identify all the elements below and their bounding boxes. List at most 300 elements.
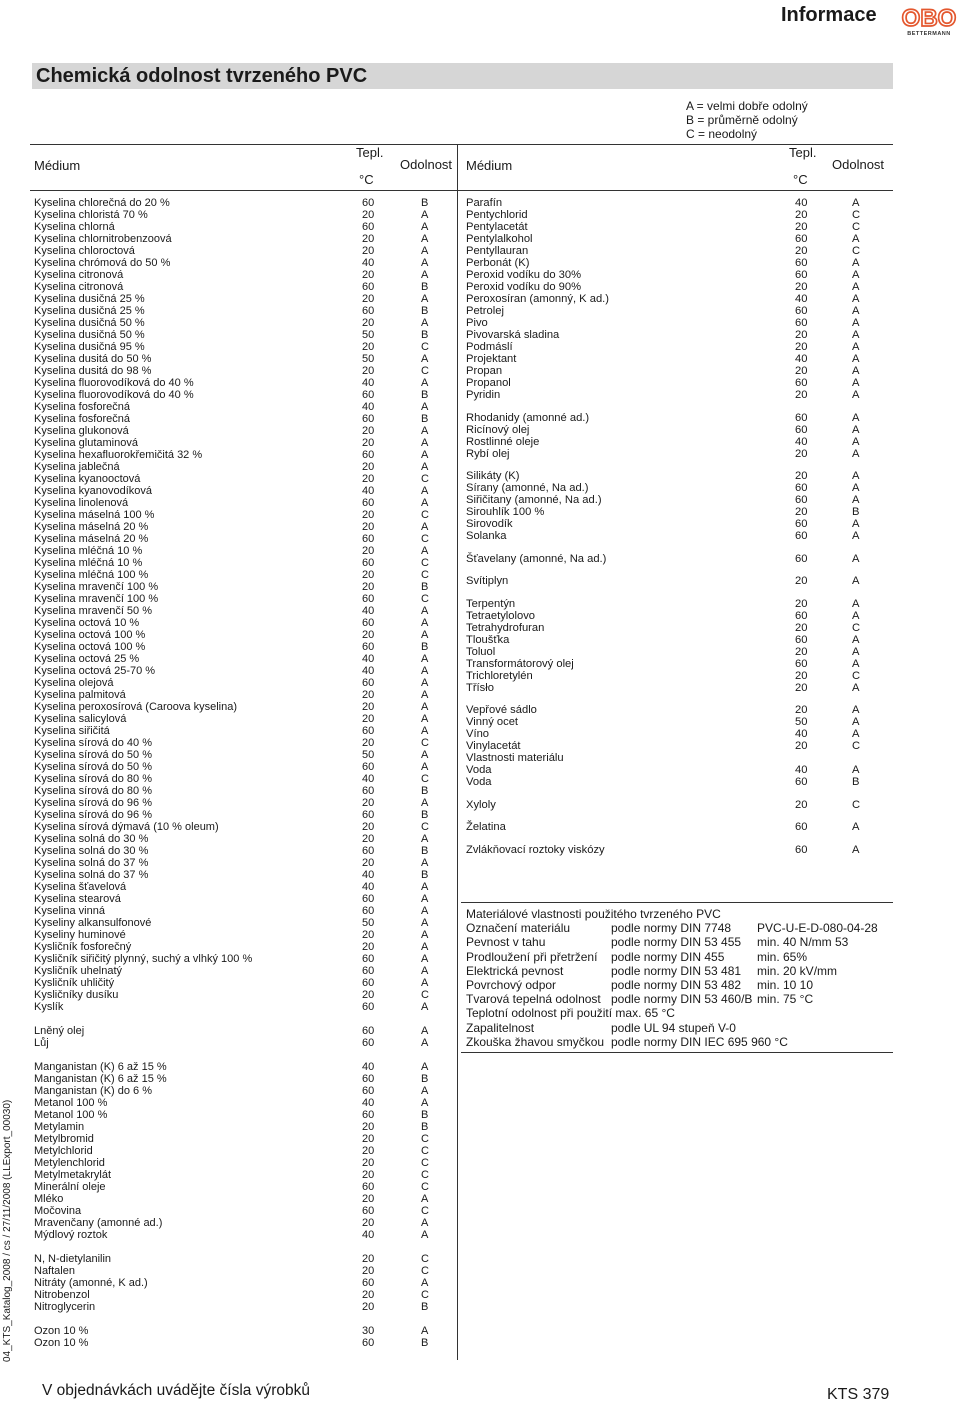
cell-medium: Kyseliny huminové (34, 929, 126, 941)
cell-temp: 20 (795, 329, 808, 341)
cell-temp: 60 (362, 221, 375, 233)
left-resistance-table (34, 197, 454, 1349)
cell-temp: 20 (362, 509, 375, 521)
table-row (34, 221, 454, 233)
cell-rating: A (852, 821, 860, 833)
cell-temp: 20 (362, 1253, 375, 1265)
cell-rating: B (421, 1109, 429, 1121)
cell-rating: C (852, 245, 861, 257)
cell-rating: A (852, 197, 860, 209)
cell-rating: A (852, 353, 860, 365)
cell-temp: 50 (362, 917, 375, 929)
cell-temp: 20 (362, 521, 375, 533)
table-row (466, 257, 891, 269)
cell-medium: Kyselina solná do 37 % (34, 869, 149, 881)
table-row (34, 209, 454, 221)
table-group (466, 412, 891, 460)
column-divider (457, 144, 458, 1360)
cell-temp: 60 (362, 761, 375, 773)
cell-temp: 20 (795, 221, 808, 233)
cell-rating: C (421, 1181, 429, 1193)
cell-rating: A (852, 597, 860, 610)
cell-temp: 20 (795, 704, 808, 716)
cell-temp: 40 (795, 764, 808, 776)
table-row (466, 245, 891, 257)
table-row (34, 281, 454, 293)
cell-rating: A (852, 341, 860, 353)
table-row (466, 412, 891, 424)
header-top-rule (30, 144, 893, 145)
cell-rating: A (852, 329, 860, 341)
table-row (466, 506, 891, 518)
cell-medium: Minerální oleje (34, 1181, 106, 1193)
table-group (34, 1325, 454, 1349)
cell-rating: B (421, 1121, 429, 1133)
cell-medium: Perbonát (K) (466, 257, 530, 269)
table-row (466, 821, 891, 833)
table-row (34, 1277, 454, 1289)
property-standard: podle normy DIN IEC 695 960 °C (611, 1034, 788, 1049)
cell-temp: 60 (362, 809, 375, 821)
cell-temp: 20 (362, 245, 375, 257)
cell-medium: Svítiplyn (466, 575, 509, 587)
material-property-row (461, 935, 893, 949)
cell-rating: A (421, 833, 429, 845)
cell-medium: Metanol 100 % (34, 1097, 108, 1109)
cell-temp: 20 (795, 447, 808, 460)
table-row (34, 1169, 454, 1181)
table-row (466, 553, 891, 565)
cell-temp: 60 (362, 1277, 375, 1289)
cell-rating: C (852, 798, 861, 811)
table-row (466, 221, 891, 233)
table-row (34, 1265, 454, 1277)
cell-medium: Kyselina mléčná 10 % (34, 545, 143, 557)
cell-medium: Kysličník uhličitý (34, 977, 115, 989)
cell-rating: C (421, 593, 429, 605)
table-row (34, 1205, 454, 1217)
cell-rating: A (852, 389, 860, 401)
cell-medium: Peroxosíran (amonný, K ad.) (466, 293, 610, 305)
cell-medium: Kyselina chloristá 70 % (34, 209, 148, 221)
cell-medium: Kysličník siřičitý plynný, suchý a vlhký 100 % (34, 953, 253, 965)
cell-medium: Metylenchlorid (34, 1157, 105, 1169)
table-row (34, 965, 454, 977)
cell-temp: 50 (362, 329, 375, 341)
material-property-row (461, 1006, 893, 1020)
table-row (466, 658, 891, 670)
left-header-temp-unit: °C (359, 172, 374, 187)
property-value: PVC-U-E-D-080-04-28 (757, 921, 878, 936)
cell-rating: C (421, 773, 429, 785)
cell-temp: 40 (362, 1097, 375, 1109)
cell-medium: Pyridin (466, 389, 501, 401)
cell-temp: 20 (362, 857, 375, 869)
cell-medium: Sírany (amonné, Na ad.) (466, 482, 589, 494)
table-group (466, 575, 891, 587)
cell-rating: C (852, 740, 861, 752)
cell-temp: 20 (362, 233, 375, 245)
table-row (466, 448, 891, 460)
table-row (466, 610, 891, 622)
cell-rating: C (852, 209, 861, 221)
table-group (34, 197, 454, 1013)
cell-medium: Kyselina fluorovodíková do 40 % (34, 377, 194, 389)
table-row (34, 533, 454, 545)
obo-logo (900, 5, 958, 37)
cell-temp: 60 (362, 953, 375, 965)
cell-temp: 20 (795, 575, 808, 587)
cell-medium: Sirouhlík 100 % (466, 506, 545, 518)
property-standard: podle normy DIN 53 455 (611, 935, 742, 950)
cell-temp: 60 (362, 977, 375, 989)
property-standard: podle normy DIN 53 481 (611, 963, 742, 978)
cell-rating: A (421, 857, 429, 869)
cell-temp: 40 (795, 435, 808, 448)
cell-medium: Mravenčany (amonné ad.) (34, 1217, 163, 1229)
cell-medium: Kyselina sírová do 50 % (34, 761, 153, 773)
cell-rating: A (421, 461, 429, 473)
table-row (34, 617, 454, 629)
cell-rating: B (852, 776, 860, 788)
cell-medium: Kysličníky dusíku (34, 989, 119, 1001)
table-group (34, 1253, 454, 1313)
table-row (34, 977, 454, 989)
cell-rating: B (421, 305, 429, 317)
cell-temp: 20 (795, 740, 808, 752)
cell-rating: A (852, 575, 860, 587)
cell-medium: Metylbromid (34, 1133, 94, 1145)
cell-medium: Sirovodík (466, 518, 513, 530)
property-value: min. 20 kV/mm (757, 963, 838, 978)
cell-rating: A (421, 233, 429, 245)
cell-temp: 20 (362, 341, 375, 353)
cell-rating: A (852, 305, 860, 317)
table-row (466, 482, 891, 494)
cell-medium: Kyselina citronová (34, 269, 124, 281)
right-header-temp: Tepl. (789, 145, 817, 160)
table-row (466, 530, 891, 542)
property-name: Pevnost v tahu (466, 935, 546, 950)
cell-temp: 60 (795, 257, 808, 269)
cell-temp: 60 (362, 1037, 375, 1049)
table-row (34, 665, 454, 677)
cell-medium: Kyselina dusičná 50 % (34, 329, 145, 341)
left-header-resistance: Odolnost (400, 157, 453, 172)
material-properties-list (461, 921, 893, 1049)
cell-rating: C (421, 1265, 429, 1277)
table-row (34, 269, 454, 281)
cell-rating: C (421, 1145, 429, 1157)
cell-temp: 60 (362, 1337, 375, 1349)
left-header-medium: Médium (34, 158, 81, 173)
cell-rating: A (852, 552, 860, 565)
cell-temp: 20 (362, 629, 375, 641)
cell-rating: B (421, 641, 429, 653)
cell-temp: 20 (795, 341, 808, 353)
cell-rating: A (421, 209, 429, 221)
cell-medium: Peroxid vodíku do 90% (466, 281, 582, 293)
table-row (34, 1337, 454, 1349)
material-properties-title: Materiálové vlastnosti použitého tvrzeného PVC (466, 907, 721, 921)
cell-temp: 50 (362, 353, 375, 365)
table-row (34, 233, 454, 245)
table-row (34, 1301, 454, 1313)
cell-rating: C (421, 1157, 429, 1169)
cell-rating: B (421, 809, 429, 821)
cell-medium: Kyselina hexafluorokřemičitá 32 % (34, 449, 203, 461)
material-property-row (461, 964, 893, 978)
table-row (34, 1133, 454, 1145)
cell-rating: A (421, 893, 429, 905)
cell-temp: 60 (362, 1109, 375, 1121)
cell-medium: Rostlinné oleje (466, 435, 540, 448)
table-row (34, 389, 454, 401)
cell-temp: 30 (362, 1325, 375, 1337)
cell-medium: Kyselina dusitá do 98 % (34, 365, 152, 377)
cell-rating: A (421, 653, 429, 665)
cell-temp: 60 (795, 657, 808, 670)
cell-medium: Kyselina mravenčí 50 % (34, 605, 152, 617)
cell-temp: 60 (362, 533, 375, 545)
table-row (466, 353, 891, 365)
table-row (466, 197, 891, 209)
table-row (34, 365, 454, 377)
cell-rating: B (421, 281, 429, 293)
cell-rating: B (421, 197, 429, 209)
cell-temp: 60 (362, 1025, 375, 1037)
cell-temp: 20 (795, 209, 808, 221)
cell-rating: A (421, 425, 429, 437)
cell-temp: 60 (362, 1181, 375, 1193)
table-row (34, 845, 454, 857)
cell-rating: A (852, 447, 860, 460)
table-row (466, 575, 891, 587)
cell-temp: 20 (362, 461, 375, 473)
cell-medium: Třísło (466, 681, 494, 694)
table-row (34, 737, 454, 749)
cell-temp: 20 (362, 209, 375, 221)
cell-temp: 20 (362, 437, 375, 449)
cell-rating: B (421, 581, 429, 593)
cell-rating: A (421, 725, 429, 737)
cell-medium: Tetrahydrofuran (466, 621, 545, 634)
cell-medium: Kyselina stearová (34, 893, 121, 905)
cell-temp: 40 (795, 293, 808, 305)
cell-rating: B (421, 785, 429, 797)
table-row (34, 1001, 454, 1013)
cell-rating: C (421, 1133, 429, 1145)
table-row (34, 785, 454, 797)
cell-rating: A (852, 377, 860, 389)
cell-temp: 20 (362, 1157, 375, 1169)
cell-medium: Kyselina dusitá do 50 % (34, 353, 152, 365)
cell-medium: Trichloretylén (466, 669, 533, 682)
table-group (466, 799, 891, 811)
cell-temp: 20 (795, 365, 808, 377)
table-row (34, 725, 454, 737)
logo-subtext: BETTERMANN (907, 31, 951, 37)
cell-temp: 40 (362, 377, 375, 389)
cell-rating: A (421, 965, 429, 977)
cell-temp: 20 (362, 1121, 375, 1133)
table-row (34, 1157, 454, 1169)
cell-temp: 40 (362, 257, 375, 269)
cell-medium: Manganistan (K) do 6 % (34, 1085, 153, 1097)
cell-rating: A (421, 437, 429, 449)
cell-temp: 20 (795, 669, 808, 682)
cell-temp: 60 (795, 633, 808, 646)
cell-temp: 60 (362, 497, 375, 509)
right-header-resistance: Odolnost (832, 157, 885, 172)
table-row (466, 764, 891, 776)
cell-rating: A (421, 713, 429, 725)
cell-medium: Kyselina octová 100 % (34, 641, 146, 653)
cell-rating: A (421, 605, 429, 617)
table-row (466, 752, 891, 764)
table-group (34, 1025, 454, 1049)
cell-temp: 60 (362, 785, 375, 797)
cell-rating: A (852, 609, 860, 622)
cell-medium: Kyselina linolenová (34, 497, 129, 509)
cell-rating: A (421, 1229, 429, 1241)
cell-medium: Mýdlový roztok (34, 1229, 108, 1241)
cell-rating: C (421, 1253, 429, 1265)
cell-temp: 60 (362, 389, 375, 401)
table-row (34, 293, 454, 305)
cell-medium: Kyselina mléčná 100 % (34, 569, 149, 581)
cell-temp: 20 (362, 1301, 375, 1313)
table-row (34, 437, 454, 449)
cell-medium: Naftalen (34, 1265, 75, 1277)
table-row (34, 1061, 454, 1073)
cell-medium: Podmáslí (466, 341, 513, 353)
cell-temp: 40 (795, 353, 808, 365)
cell-medium: Kyslík (34, 1001, 64, 1013)
cell-rating: B (852, 506, 860, 518)
table-row (466, 776, 891, 788)
cell-medium: Zvlákňovací roztoky viskózy (466, 843, 605, 856)
cell-temp: 20 (362, 797, 375, 809)
table-row (466, 716, 891, 728)
cell-rating: A (421, 1325, 429, 1337)
cell-temp: 40 (362, 1229, 375, 1241)
footer-note: V objednávkách uvádějte čísla výrobků (42, 1382, 310, 1399)
cell-rating: A (852, 470, 860, 482)
table-row (466, 269, 891, 281)
cell-rating: A (852, 716, 860, 728)
table-row (34, 773, 454, 785)
section-title: Informace (781, 4, 877, 26)
cell-medium: Kyselina glutaminová (34, 437, 138, 449)
table-group (34, 1061, 454, 1241)
cell-medium: Kyselina máselná 20 % (34, 533, 149, 545)
cell-temp: 60 (795, 530, 808, 542)
cell-medium: Kyselina salicylová (34, 713, 127, 725)
cell-temp: 40 (795, 197, 808, 209)
cell-temp: 60 (795, 609, 808, 622)
cell-medium: Silikáty (K) (466, 470, 520, 482)
material-property-row (461, 992, 893, 1006)
cell-rating: A (852, 530, 860, 542)
cell-medium: Vepřové sádlo (466, 704, 537, 716)
cell-temp: 20 (795, 506, 808, 518)
cell-rating: A (421, 629, 429, 641)
table-row (466, 470, 891, 482)
cell-medium: Transformátorový olej (466, 657, 574, 670)
cell-medium: Kyselina chlorečná do 20 % (34, 197, 170, 209)
cell-medium: Želatina (466, 821, 506, 833)
cell-temp: 60 (795, 305, 808, 317)
cell-medium: Pivovarská sladina (466, 329, 560, 341)
cell-temp: 40 (362, 881, 375, 893)
cell-temp: 60 (795, 843, 808, 856)
cell-temp: 20 (362, 581, 375, 593)
cell-medium: Vinný ocet (466, 716, 519, 728)
cell-medium: Kyselina solná do 30 % (34, 833, 149, 845)
table-row (34, 749, 454, 761)
cell-temp: 20 (795, 621, 808, 634)
table-row (466, 233, 891, 245)
cell-temp: 60 (795, 377, 808, 389)
table-row (34, 761, 454, 773)
cell-medium: Rhodanidy (amonné ad.) (466, 411, 590, 424)
cell-temp: 60 (795, 411, 808, 424)
cell-temp: 50 (362, 749, 375, 761)
cell-medium: Kyselina fosforečná (34, 413, 130, 425)
table-row (34, 197, 454, 209)
cell-rating: C (852, 621, 861, 634)
cell-medium: Kyselina fluorovodíková do 40 % (34, 389, 194, 401)
table-row (466, 389, 891, 401)
cell-medium: Rybí olej (466, 447, 510, 460)
cell-temp: 20 (362, 1145, 375, 1157)
page-title: Chemická odolnost tvrzeného PVC (36, 65, 368, 87)
cell-medium: Kysličník fosforečný (34, 941, 132, 953)
table-row (34, 329, 454, 341)
table-row (466, 209, 891, 221)
material-properties-box (461, 902, 893, 1053)
table-row (34, 545, 454, 557)
cell-rating: A (852, 494, 860, 506)
cell-temp: 60 (362, 641, 375, 653)
table-row (34, 317, 454, 329)
cell-temp: 60 (362, 893, 375, 905)
cell-rating: A (852, 633, 860, 646)
cell-medium: Kyselina jablečná (34, 461, 120, 473)
cell-medium: Kyselina octová 25 % (34, 653, 140, 665)
material-property-row (461, 978, 893, 992)
cell-medium: Kyselina kyanooctová (34, 473, 141, 485)
cell-temp: 20 (795, 798, 808, 811)
cell-temp: 50 (795, 716, 808, 728)
cell-medium: Kyselina šťavelová (34, 881, 127, 893)
cell-rating: A (421, 545, 429, 557)
cell-medium: Mléko (34, 1193, 64, 1205)
cell-temp: 60 (362, 1085, 375, 1097)
cell-temp: 20 (362, 569, 375, 581)
table-row (34, 1325, 454, 1337)
cell-medium: Lněný olej (34, 1025, 85, 1037)
right-header-medium: Médium (466, 158, 513, 173)
cell-rating: A (421, 521, 429, 533)
cell-medium: Kyselina octová 25-70 % (34, 665, 156, 677)
table-row (34, 1109, 454, 1121)
cell-medium: Metylamin (34, 1121, 85, 1133)
cell-rating: A (852, 482, 860, 494)
cell-medium: Kyselina peroxosírová (Caroova kyselina) (34, 701, 237, 713)
cell-medium: Šťavelany (amonné, Na ad.) (466, 552, 607, 565)
